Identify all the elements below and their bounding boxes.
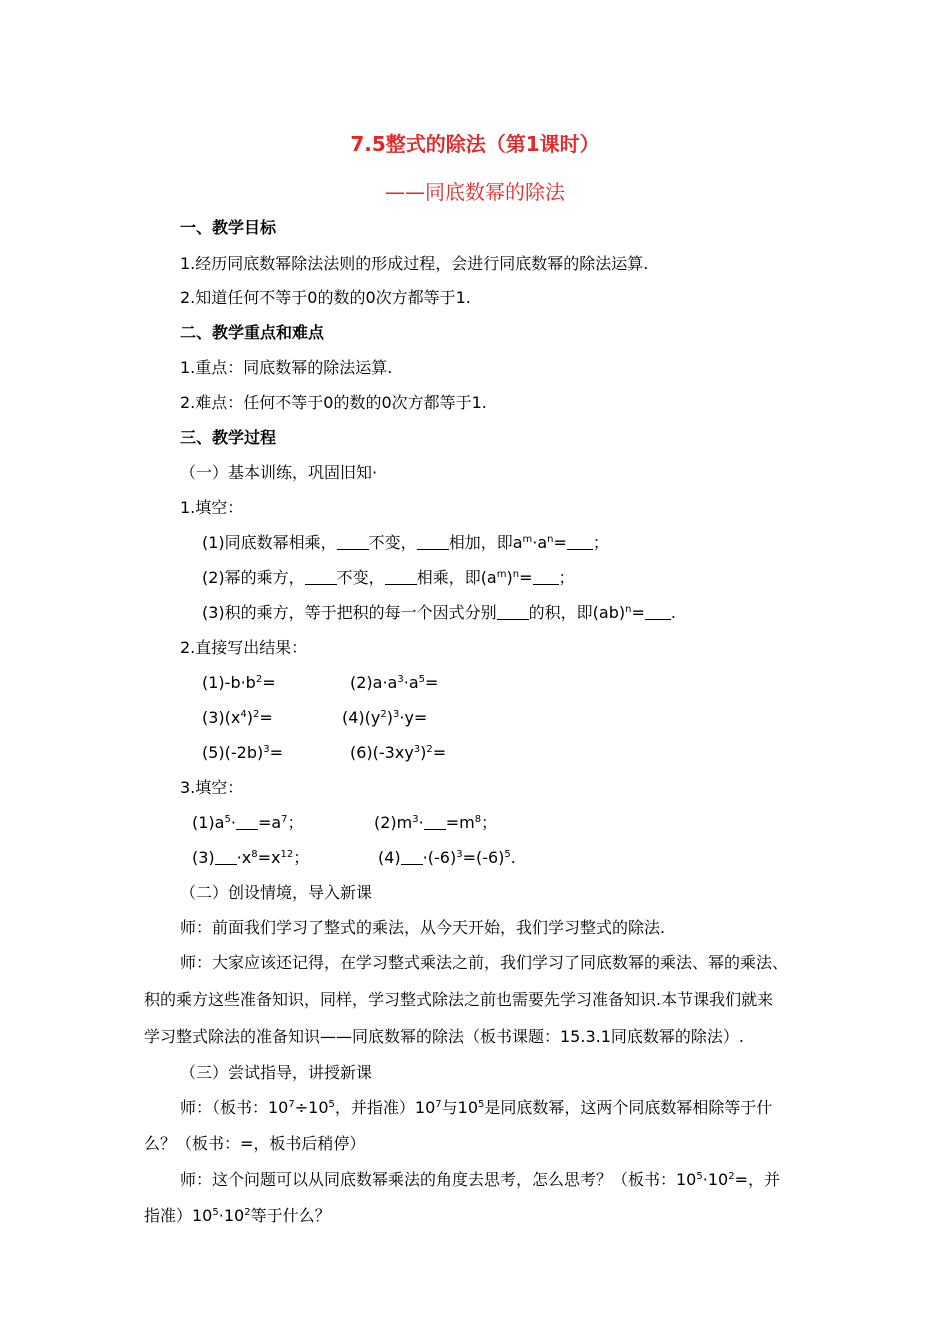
answer-blank — [401, 850, 423, 865]
objective-1: 1.经历同底数幂除法法则的形成过程，会进行同底数幂的除法运算. — [180, 254, 649, 273]
question-2-item-6: $(6)(-3xy^3)^2=$ — [350, 743, 447, 762]
key-point: 1.重点：同底数幂的除法运算. — [180, 358, 393, 377]
teacher-paragraph-2-line-2: 积的乘方这些准备知识，同样，学习整式除法之前也需要先学习准备知识.本节课我们就来 — [144, 990, 774, 1009]
answer-blank — [645, 605, 671, 620]
answer-blank — [305, 570, 337, 585]
teacher-paragraph-2-line-1: 师：大家应该还记得，在学习整式乘法之前，我们学习了同底数幂的乘法、幂的乘法、 — [180, 953, 789, 972]
question-1-label: 1.填空： — [180, 498, 244, 517]
answer-blank — [215, 850, 237, 865]
answer-blank — [417, 535, 449, 550]
teacher-paragraph-4-line-1: 师：这个问题可以从同底数幂乘法的角度去思考，怎么思考？（板书：$10^5\cdot 10^2=$，并 — [180, 1170, 780, 1189]
question-3-item-3: $(3) \cdot x^8=x^{12}$； — [192, 848, 310, 867]
part-1-heading: （一）基本训练，巩固旧知· — [180, 463, 378, 482]
question-1c: (3)积的乘方，等于把积的每一个因式分别 的积，即(ab)$^n$= . — [202, 603, 676, 622]
question-1b: (2)幂的乘方， 不变， 相乘，即$(a^m)^n=$ ； — [202, 568, 575, 587]
answer-blank — [385, 570, 417, 585]
teacher-paragraph-1: 师：前面我们学习了整式的乘法，从今天开始，我们学习整式的除法. — [180, 918, 666, 937]
question-3-item-1: $(1)a^5\cdot =a^7$； — [192, 813, 304, 832]
document-subtitle: ——同底数幂的除法 — [385, 180, 565, 204]
question-2-item-1: $(1)-b\cdot b^2=$ — [202, 673, 276, 692]
section-heading-key-points: 二、教学重点和难点 — [180, 323, 325, 342]
answer-blank — [497, 605, 529, 620]
question-1a: (1)同底数幂相乘， 不变， 相加，即$a^m\cdot a^n=$ ； — [202, 533, 609, 552]
answer-blank — [567, 535, 593, 550]
teacher-paragraph-2-line-3: 学习整式除法的准备知识——同底数幂的除法（板书课题：15.3.1同底数幂的除法）. — [144, 1027, 744, 1046]
question-3-item-4: $(4) \cdot(-6)^3=(-6)^5$. — [378, 848, 516, 867]
document-title: 7.5整式的除法（第1课时） — [350, 132, 600, 156]
answer-blank — [424, 815, 446, 830]
question-2-item-4: $(4)(y^2)^3\cdot y=$ — [342, 708, 428, 727]
difficult-point: 2.难点：任何不等于0的数的0次方都等于1. — [180, 393, 487, 412]
part-2-heading: （二）创设情境，导入新课 — [180, 883, 373, 902]
section-heading-objectives: 一、教学目标 — [180, 218, 277, 237]
question-3-item-2: $(2)m^3\cdot =m^8$； — [374, 813, 498, 832]
section-heading-process: 三、教学过程 — [180, 428, 277, 447]
part-3-heading: （三）尝试指导，讲授新课 — [180, 1063, 373, 1082]
teacher-paragraph-3-line-1: 师：（板书：$10^7\div 10^5$，并指准）$10^7$与$10^5$是同底数幂，这两个同底数幂相除等于什 — [180, 1098, 773, 1117]
question-3-label: 3.填空： — [180, 778, 244, 797]
question-2-item-5: $(5)(-2b)^3=$ — [202, 743, 284, 762]
question-2-item-3: $(3)(x^4)^2=$ — [202, 708, 273, 727]
answer-blank — [337, 535, 369, 550]
objective-2: 2.知道任何不等于0的数的0次方都等于1. — [180, 288, 471, 307]
teacher-paragraph-3-line-2: 么？（板书：=，板书后稍停） — [144, 1134, 366, 1153]
answer-blank — [533, 570, 559, 585]
question-2-item-2: $(2)a\cdot a^3\cdot a^5=$ — [350, 673, 439, 692]
answer-blank — [236, 815, 258, 830]
question-2-label: 2.直接写出结果： — [180, 638, 308, 657]
teacher-paragraph-4-line-2: 指准）$10^5\cdot 10^2$等于什么？ — [144, 1206, 331, 1225]
